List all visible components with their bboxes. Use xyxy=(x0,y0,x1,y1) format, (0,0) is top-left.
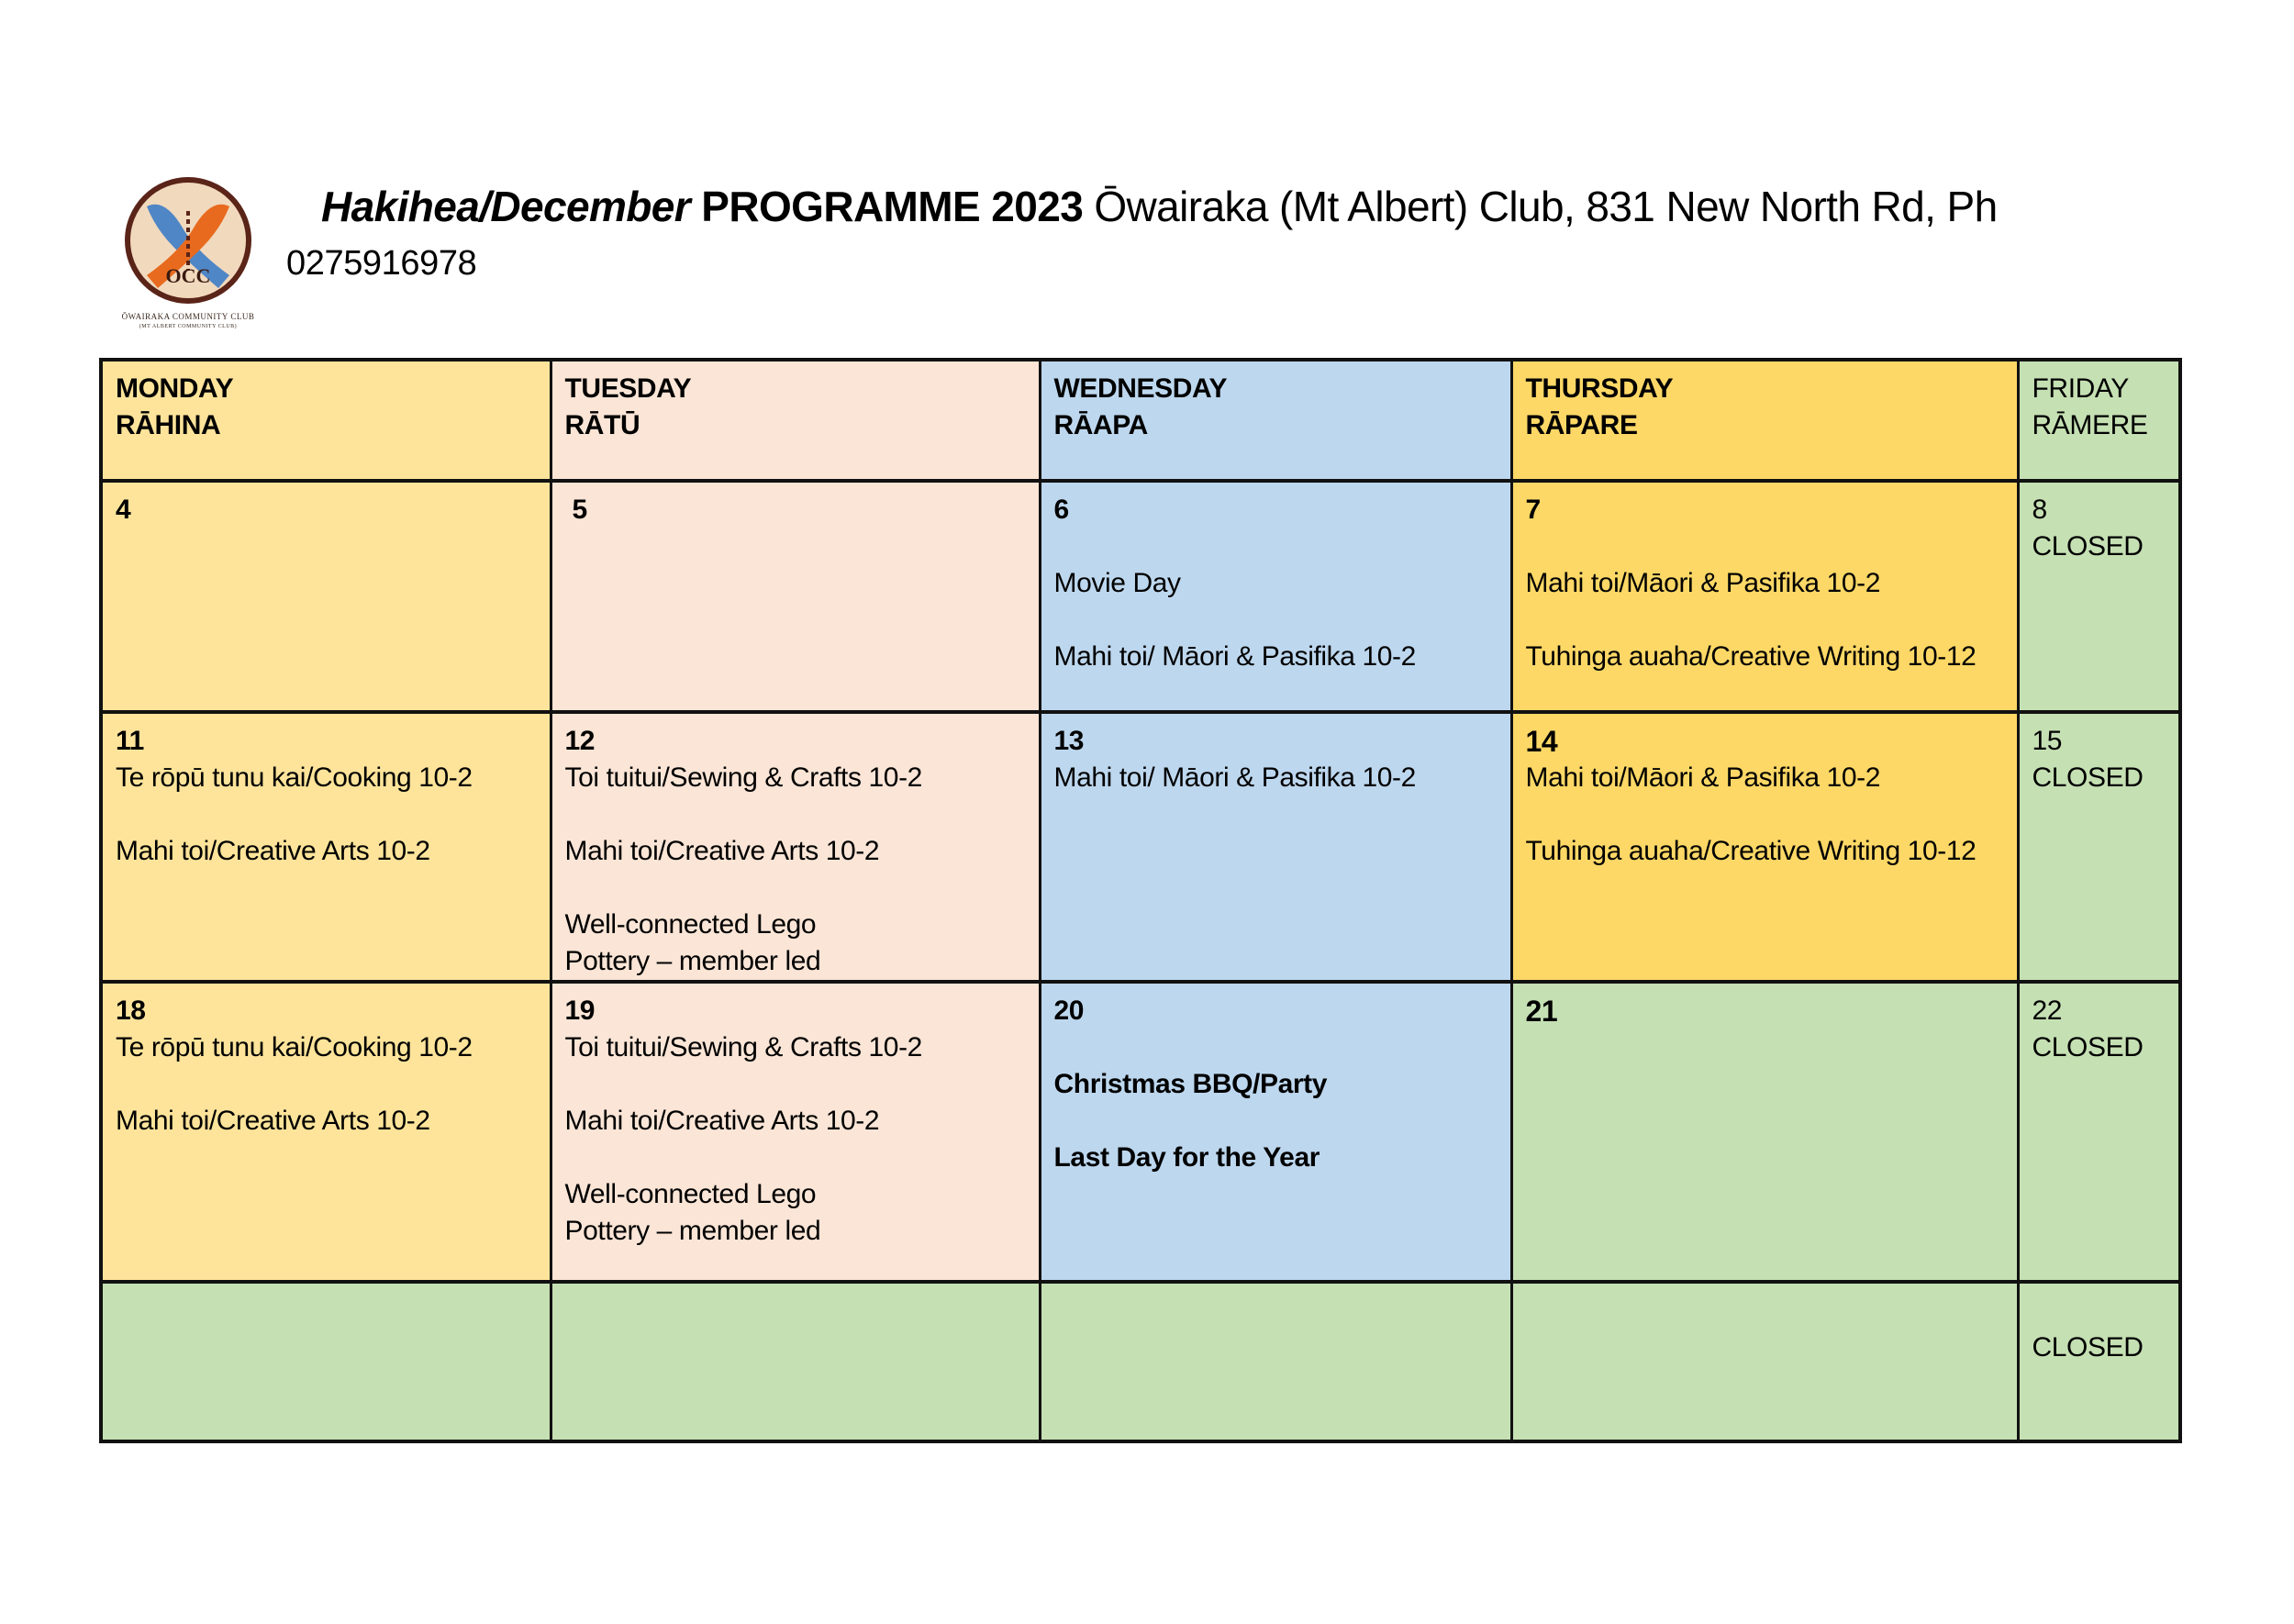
day-cell-mon-18 xyxy=(101,982,551,1282)
date-number: 14 xyxy=(1525,725,1558,758)
header-tuesday xyxy=(551,360,1040,481)
event-christmas-party: Christmas BBQ/Party xyxy=(1053,1069,1327,1099)
title-address: Ōwairaka (Mt Albert) Club, 831 New North Rd, Ph xyxy=(1094,183,1998,230)
event-lego: Well-connected Lego xyxy=(564,909,817,940)
day-name-mi: RĀMERE xyxy=(2032,410,2148,440)
event-cooking: Te rōpū tunu kai/Cooking 10-2 xyxy=(116,762,473,793)
title-month: Hakihea/December xyxy=(321,183,691,230)
header-wednesday xyxy=(1040,360,1511,481)
date-number: 8 xyxy=(2032,495,2047,525)
day-cell-thu-21 xyxy=(1511,982,2018,1282)
date-number: 7 xyxy=(1525,495,1541,525)
day-name-en: WEDNESDAY xyxy=(1053,373,1228,404)
day-cell-mon-11 xyxy=(101,712,551,982)
day-cell-fri-closed xyxy=(2018,1282,2180,1441)
closed-status: CLOSED xyxy=(2032,1332,2144,1363)
week-row-2 xyxy=(101,712,2180,982)
date-number: 15 xyxy=(2032,726,2063,756)
date-number: 13 xyxy=(1053,726,1085,756)
club-logo xyxy=(110,174,266,339)
event-movie-day: Movie Day xyxy=(1053,568,1181,598)
day-name-en: TUESDAY xyxy=(564,373,692,404)
day-name-mi: RĀPARE xyxy=(1525,410,1638,440)
closed-status: CLOSED xyxy=(2032,1032,2144,1062)
week-row-3 xyxy=(101,982,2180,1282)
event-creative-arts: Mahi toi/Creative Arts 10-2 xyxy=(564,836,880,866)
event-pottery: Pottery – member led xyxy=(564,946,821,976)
day-name-en: THURSDAY xyxy=(1525,373,1674,404)
day-cell-thu-empty xyxy=(1511,1282,2018,1441)
day-cell-tue-19 xyxy=(551,982,1040,1282)
event-creative-writing: Tuhinga auaha/Creative Writing 10-12 xyxy=(1525,836,1977,866)
logo-caption xyxy=(110,312,266,332)
day-cell-tue-empty xyxy=(551,1282,1040,1441)
date-number: 11 xyxy=(116,726,144,756)
day-cell-tue-12 xyxy=(551,712,1040,982)
title-programme: PROGRAMME 2023 xyxy=(690,183,1095,230)
event-lego: Well-connected Lego xyxy=(564,1179,817,1209)
day-name-mi: RĀHINA xyxy=(116,410,221,440)
day-name-mi: RĀAPA xyxy=(1053,410,1148,440)
day-cell-wed-empty xyxy=(1040,1282,1511,1441)
logo-monogram: OCC xyxy=(165,264,211,287)
event-creative-arts: Mahi toi/Creative Arts 10-2 xyxy=(116,1106,430,1136)
closed-status: CLOSED xyxy=(2032,531,2144,562)
event-last-day: Last Day for the Year xyxy=(1053,1142,1320,1173)
event-sewing-crafts: Toi tuitui/Sewing & Crafts 10-2 xyxy=(564,1032,922,1062)
day-cell-thu-7 xyxy=(1511,481,2018,712)
day-name-mi: RĀTŪ xyxy=(564,410,640,440)
date-number: 22 xyxy=(2032,996,2063,1026)
phone-number: 0275916978 xyxy=(286,244,477,283)
event-pottery: Pottery – member led xyxy=(564,1216,821,1246)
day-cell-fri-15 xyxy=(2018,712,2180,982)
event-maori-pasifika: Mahi toi/ Māori & Pasifika 10-2 xyxy=(1053,641,1416,672)
date-number: 12 xyxy=(564,726,596,756)
date-number: 4 xyxy=(116,495,131,525)
event-creative-arts: Mahi toi/Creative Arts 10-2 xyxy=(116,836,430,866)
day-cell-mon-empty xyxy=(101,1282,551,1441)
day-name-en: FRIDAY xyxy=(2032,373,2129,404)
event-maori-pasifika: Mahi toi/Māori & Pasifika 10-2 xyxy=(1525,568,1880,598)
week-row-4 xyxy=(101,1282,2180,1441)
programme-calendar xyxy=(99,358,2182,1443)
date-number: 6 xyxy=(1053,495,1069,525)
header-monday xyxy=(101,360,551,481)
header-thursday xyxy=(1511,360,2018,481)
closed-status: CLOSED xyxy=(2032,762,2144,793)
day-cell-wed-20 xyxy=(1040,982,1511,1282)
header-friday xyxy=(2018,360,2180,481)
day-cell-wed-6 xyxy=(1040,481,1511,712)
day-cell-tue-5 xyxy=(551,481,1040,712)
logo-caption-main: ŌWAIRAKA COMMUNITY CLUB xyxy=(121,312,255,321)
page-title xyxy=(321,182,1998,231)
logo-caption-sub: (MT ALBERT COMMUNITY CLUB) xyxy=(139,324,238,329)
date-number: 5 xyxy=(572,495,587,525)
event-maori-pasifika: Mahi toi/Māori & Pasifika 10-2 xyxy=(1525,762,1880,793)
weekday-header-row xyxy=(101,360,2180,481)
date-number: 19 xyxy=(564,996,596,1026)
event-creative-writing: Tuhinga auaha/Creative Writing 10-12 xyxy=(1525,641,1977,672)
day-cell-fri-22 xyxy=(2018,982,2180,1282)
clasped-hands-logo-icon xyxy=(110,174,266,312)
day-cell-thu-14 xyxy=(1511,712,2018,982)
event-maori-pasifika: Mahi toi/ Māori & Pasifika 10-2 xyxy=(1053,762,1416,793)
event-sewing-crafts: Toi tuitui/Sewing & Crafts 10-2 xyxy=(564,762,922,793)
day-name-en: MONDAY xyxy=(116,373,234,404)
date-number: 21 xyxy=(1525,995,1558,1028)
week-row-1 xyxy=(101,481,2180,712)
event-cooking: Te rōpū tunu kai/Cooking 10-2 xyxy=(116,1032,473,1062)
date-number: 18 xyxy=(116,996,146,1026)
event-creative-arts: Mahi toi/Creative Arts 10-2 xyxy=(564,1106,880,1136)
day-cell-wed-13 xyxy=(1040,712,1511,982)
day-cell-mon-4 xyxy=(101,481,551,712)
day-cell-fri-8 xyxy=(2018,481,2180,712)
date-number: 20 xyxy=(1053,996,1085,1026)
